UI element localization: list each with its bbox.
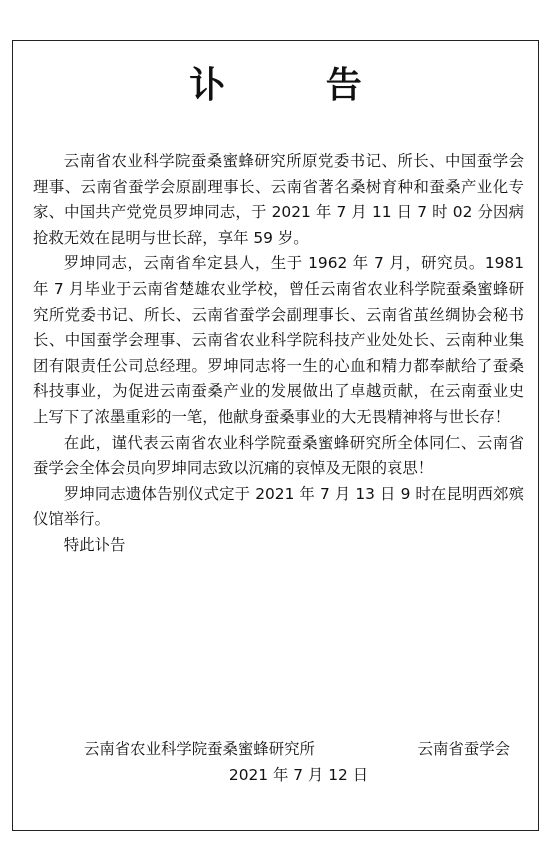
signature-date: 2021 年 7 月 12 日: [228, 765, 369, 784]
paragraph-condolence: 在此，谨代表云南省农业科学院蚕桑蜜蜂研究所全体同仁、云南省蚕学会全体会员向罗坤同志致以沉痛的哀悼及无限的哀思！: [33, 433, 524, 478]
signatory-institute: 云南省农业科学院蚕桑蜜蜂研究所: [84, 740, 315, 758]
paragraph-biography: 罗坤同志，云南省牟定县人，生于 1962 年 7 月，研究员。1981 年 7 月毕业于云南省楚雄农业学校，曾任云南省农业科学院蚕桑蜜蜂研究所党委书记、所长、云南省蚕学会副理事长、云南省茧丝绸协会秘书长、中国蚕学会理事、云南省农业科学院科技产业处处长、云南种业集团有限责任公司总经理。罗坤同志将一生的心血和精力都奉献给了蚕桑科技事业，为促进云南蚕桑产业的发展做出了卓越贡献，在云南蚕业史上写下了浓墨重彩的一笔，他献身蚕桑事业的大无畏精神将与世长存！: [33, 254, 524, 426]
obituary-body: [33, 149, 524, 559]
paragraph-funeral-notice: 罗坤同志遗体告别仪式定于 2021 年 7 月 13 日 9 时在昆明西郊殡仪馆举行。: [33, 484, 524, 529]
signatory-row: [33, 737, 524, 763]
obituary-frame: [12, 40, 539, 831]
signatory-society: 云南省蚕学会: [417, 740, 510, 758]
paragraph-announcement: 云南省农业科学院蚕桑蜜蜂研究所原党委书记、所长、中国蚕学会理事、云南省蚕学会原副理事长、云南省著名桑树育种和蚕桑产业化专家、中国共产党党员罗坤同志，于 2021 年 7 月 11 日 7 时 02 分因病抢救无效在昆明与世长辞，享年 59 岁。: [33, 152, 524, 247]
page-title: 讣 告: [189, 65, 406, 106]
paragraph-closing: 特此讣告: [63, 535, 126, 554]
signature-block: [33, 737, 524, 788]
